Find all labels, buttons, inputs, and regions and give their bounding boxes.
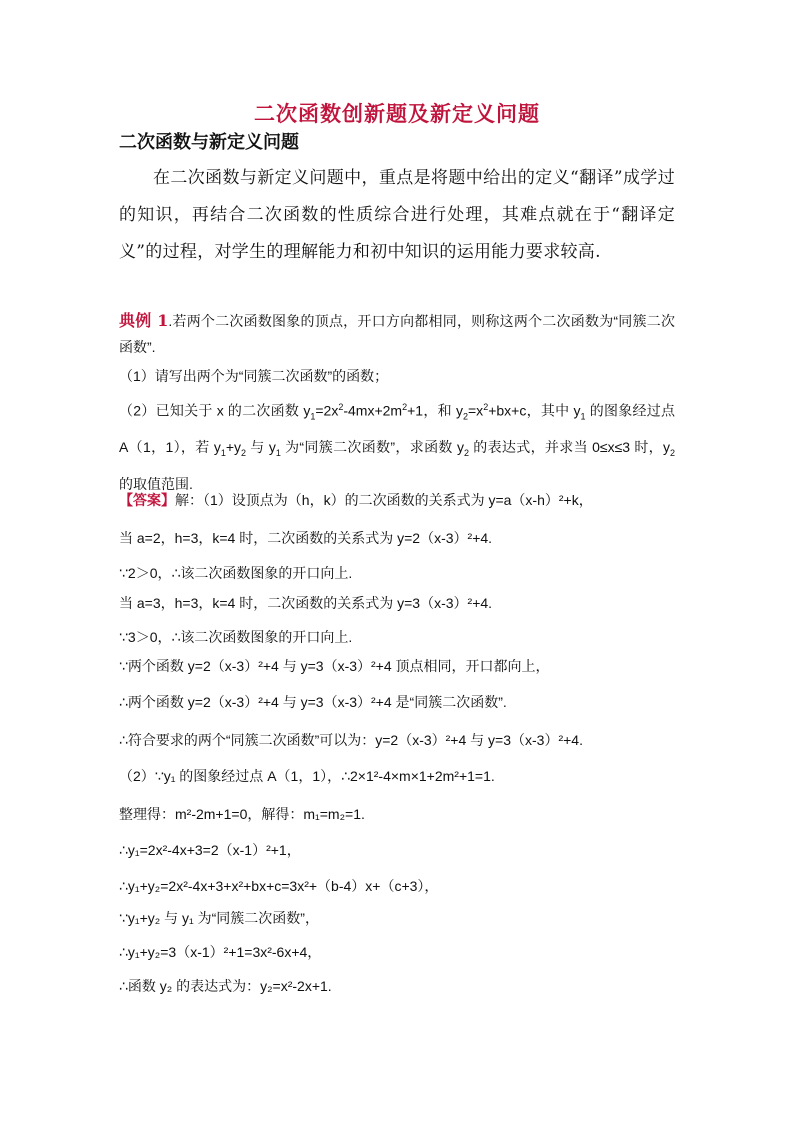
- answer-line: 整理得：m²-2m+1=0，解得：m₁=m₂=1.: [119, 806, 365, 822]
- q2-part: +y: [225, 439, 242, 456]
- q2-sub: 1: [220, 448, 226, 459]
- q2-part: +1，和 y: [407, 402, 463, 419]
- q2-sub: 2: [241, 448, 247, 459]
- q2-sup: 2: [402, 402, 408, 412]
- answer-line: ∴y₁+y₂=3（x-1）²+1=3x²-6x+4，: [119, 944, 322, 960]
- example-block: [119, 308, 675, 500]
- answer-line: 当 a=2，h=3，k=4 时，二次函数的关系式为 y=2（x-3）²+4.: [119, 530, 493, 546]
- answer-line: ∴两个函数 y=2（x-3）²+4 与 y=3（x-3）²+4 是“同簇二次函数”.: [119, 694, 507, 710]
- q2-part: +bx+c，其中 y: [488, 402, 581, 419]
- page-title: 二次函数创新题及新定义问题: [254, 101, 540, 126]
- intro-paragraph: 在二次函数与新定义问题中，重点是将题中给出的定义“翻译”成学过的知识，再结合二次函数的性质综合进行处理，其难点就在于“翻译定义”的过程，对学生的理解能力和初中知识的运用能力要求较高.: [119, 168, 675, 262]
- q2-part: 与 y: [246, 439, 276, 456]
- q2-part: 的取值范围.: [119, 476, 193, 493]
- q2-sub: 2: [464, 448, 470, 459]
- q2-sub: 1: [310, 411, 316, 422]
- q2-part: 的表达式，并求当 0≤x≤3 时，y: [469, 439, 670, 456]
- answer-line: ∴y₁+y₂=2x²-4x+3+x²+bx+c=3x²+（b-4）x+（c+3），: [119, 878, 439, 894]
- answer-line: ∵两个函数 y=2（x-3）²+4 与 y=3（x-3）²+4 顶点相同，开口都向上，: [119, 658, 550, 674]
- answer-line: ∵2＞0，∴该二次函数图象的开口向上.: [119, 565, 353, 581]
- example-text: .若两个二次函数图象的顶点，开口方向都相同，则称这两个二次函数为“同簇二次函数”.: [119, 313, 675, 355]
- answer-label: 【答案】: [119, 492, 175, 508]
- answer-line: ∴函数 y₂ 的表达式为：y₂=x²-2x+1.: [119, 978, 332, 994]
- q2-sup: 2: [483, 402, 489, 412]
- q2-part: 为“同簇二次函数”，求函数 y: [280, 439, 464, 456]
- q2-part: =x: [468, 402, 484, 419]
- answer-line: （2）∵y₁ 的图象经过点 A（1，1），∴2×1²-4×m×1+2m²+1=1.: [119, 768, 495, 784]
- q2-part: （1，1），若 y: [128, 439, 221, 456]
- answer-line: ∴y₁=2x²-4x+3=2（x-1）²+1，: [119, 842, 301, 858]
- question-1: （1）请写出两个为“同簇二次函数”的函数；: [119, 368, 389, 384]
- q2-sub: 2: [670, 448, 676, 459]
- q2-part: （2）已知关于 x 的二次函数 y: [119, 402, 311, 419]
- q2-sub: 2: [462, 411, 468, 422]
- answer-line: [119, 490, 679, 510]
- q2-sub: 1: [580, 411, 586, 422]
- example-label: 典例 1: [119, 311, 169, 330]
- q2-sup: 2: [338, 402, 344, 412]
- q2-part: =2x: [315, 402, 339, 419]
- q2-part: 的图象经过点 A: [119, 402, 675, 456]
- example-statement: [119, 308, 675, 360]
- answer-line: ∵3＞0，∴该二次函数图象的开口向上.: [119, 629, 353, 645]
- answer-line: 当 a=3，h=3，k=4 时，二次函数的关系式为 y=3（x-3）²+4.: [119, 595, 493, 611]
- answer-line: ∴符合要求的两个“同簇二次函数”可以为：y=2（x-3）²+4 与 y=3（x-3）²+4.: [119, 732, 583, 748]
- question-2: [119, 392, 675, 500]
- q2-part: -4mx+2m: [343, 402, 403, 419]
- answer-text: 解：（1）设顶点为（h，k）的二次函数的关系式为 y=a（x-h）²+k，: [175, 492, 593, 508]
- q2-sub: 1: [275, 448, 281, 459]
- answer-line: ∵y₁+y₂ 与 y₁ 为“同簇二次函数”，: [119, 910, 319, 926]
- section-heading: 二次函数与新定义问题: [119, 132, 299, 153]
